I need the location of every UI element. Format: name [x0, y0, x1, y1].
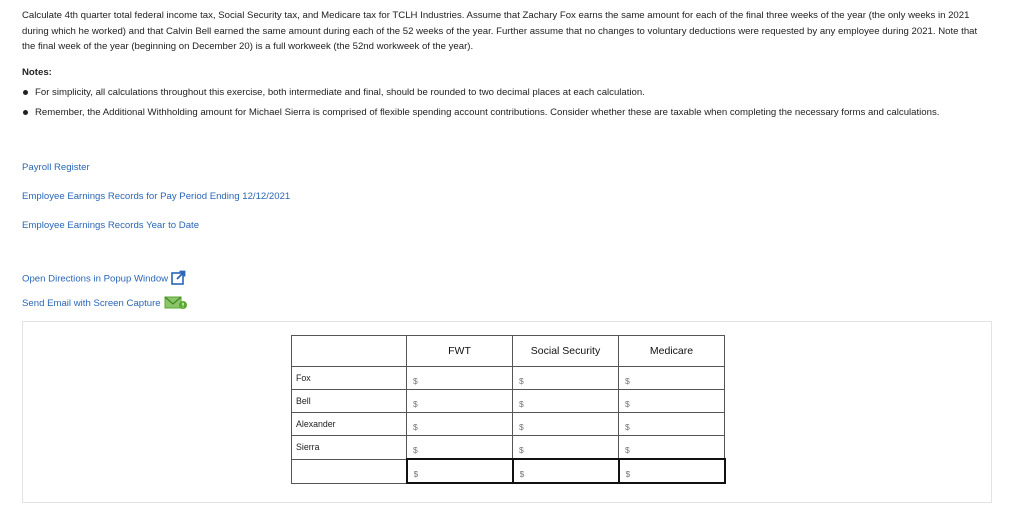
medicare-input[interactable] — [619, 413, 724, 435]
header-social-security: Social Security — [513, 336, 619, 367]
fwt-cell — [407, 413, 513, 436]
total-row — [292, 459, 725, 483]
employee-name: Bell — [292, 390, 407, 413]
earnings-pay-period-link[interactable]: Employee Earnings Records for Pay Period Ending 12/12/2021 — [22, 191, 291, 202]
note-item — [22, 104, 982, 121]
fwt-input[interactable] — [407, 413, 512, 435]
social-security-input[interactable] — [513, 436, 618, 458]
bullet-icon — [23, 90, 28, 95]
medicare-total-input[interactable] — [620, 460, 724, 482]
table-header-row — [292, 336, 725, 367]
employee-name: Fox — [292, 367, 407, 390]
fwt-total-input[interactable] — [408, 460, 512, 482]
note-text: Remember, the Additional Withholding amount for Michael Sierra is comprised of flexible spending account contributions. Consider whether these are taxable when completing the necessary forms and calculations. — [35, 107, 940, 118]
note-item — [22, 84, 982, 101]
social-security-input[interactable] — [513, 390, 618, 412]
ss-cell — [513, 413, 619, 436]
send-email-link[interactable] — [22, 294, 188, 313]
social-security-total-input[interactable] — [514, 460, 618, 482]
social-security-input[interactable] — [513, 367, 618, 389]
fwt-total-cell — [407, 459, 513, 483]
medicare-cell — [619, 367, 725, 390]
medicare-input[interactable] — [619, 436, 724, 458]
medicare-cell — [619, 413, 725, 436]
medicare-input[interactable] — [619, 390, 724, 412]
note-text: For simplicity, all calculations throughout this exercise, both intermediate and final, should be rounded to two decimal places at each calculation. — [35, 87, 645, 98]
medicare-cell — [619, 390, 725, 413]
bullet-icon — [23, 110, 28, 115]
instructions-text: Calculate 4th quarter total federal income tax, Social Security tax, and Medicare tax for TCLH Industries. Assume that Zachary Fox earns the same amount for each of the final three weeks of the year (the only weeks in 2021 during which he worked) and that Calvin Bell earned the same amount during each of the 52 weeks of the year. Further assume that no changes to voluntary deductions were requested by any employee during 2021. Note that the final week of the year (beginning on December 20) is a full workweek (the 52nd workweek of the year). — [22, 10, 978, 52]
ss-cell — [513, 390, 619, 413]
tax-table — [291, 335, 726, 484]
medicare-cell — [619, 436, 725, 460]
notes-list — [22, 84, 982, 124]
earnings-ytd-link[interactable]: Employee Earnings Records Year to Date — [22, 220, 200, 231]
open-popup-label: Open Directions in Popup Window — [22, 273, 169, 285]
employee-name: Alexander — [292, 413, 407, 436]
ss-cell — [513, 436, 619, 460]
fwt-input[interactable] — [407, 390, 512, 412]
fwt-input[interactable] — [407, 436, 512, 458]
table-row — [292, 367, 725, 390]
header-medicare: Medicare — [619, 336, 725, 367]
ss-cell — [513, 367, 619, 390]
table-row — [292, 436, 725, 460]
email-icon — [164, 294, 188, 313]
total-label — [292, 459, 407, 483]
table-row — [292, 390, 725, 413]
header-blank — [292, 336, 407, 367]
fwt-cell — [407, 436, 513, 460]
fwt-input[interactable] — [407, 367, 512, 389]
open-popup-link[interactable] — [22, 270, 186, 288]
notes-heading: Notes: — [22, 67, 52, 78]
header-fwt: FWT — [407, 336, 513, 367]
medicare-input[interactable] — [619, 367, 724, 389]
external-link-icon — [171, 270, 186, 288]
payroll-register-link[interactable]: Payroll Register — [22, 162, 90, 173]
ss-total-cell — [513, 459, 619, 483]
medicare-total-cell — [619, 459, 725, 483]
fwt-cell — [407, 390, 513, 413]
send-email-label: Send Email with Screen Capture — [22, 298, 161, 310]
fwt-cell — [407, 367, 513, 390]
social-security-input[interactable] — [513, 413, 618, 435]
table-row — [292, 413, 725, 436]
employee-name: Sierra — [292, 436, 407, 460]
